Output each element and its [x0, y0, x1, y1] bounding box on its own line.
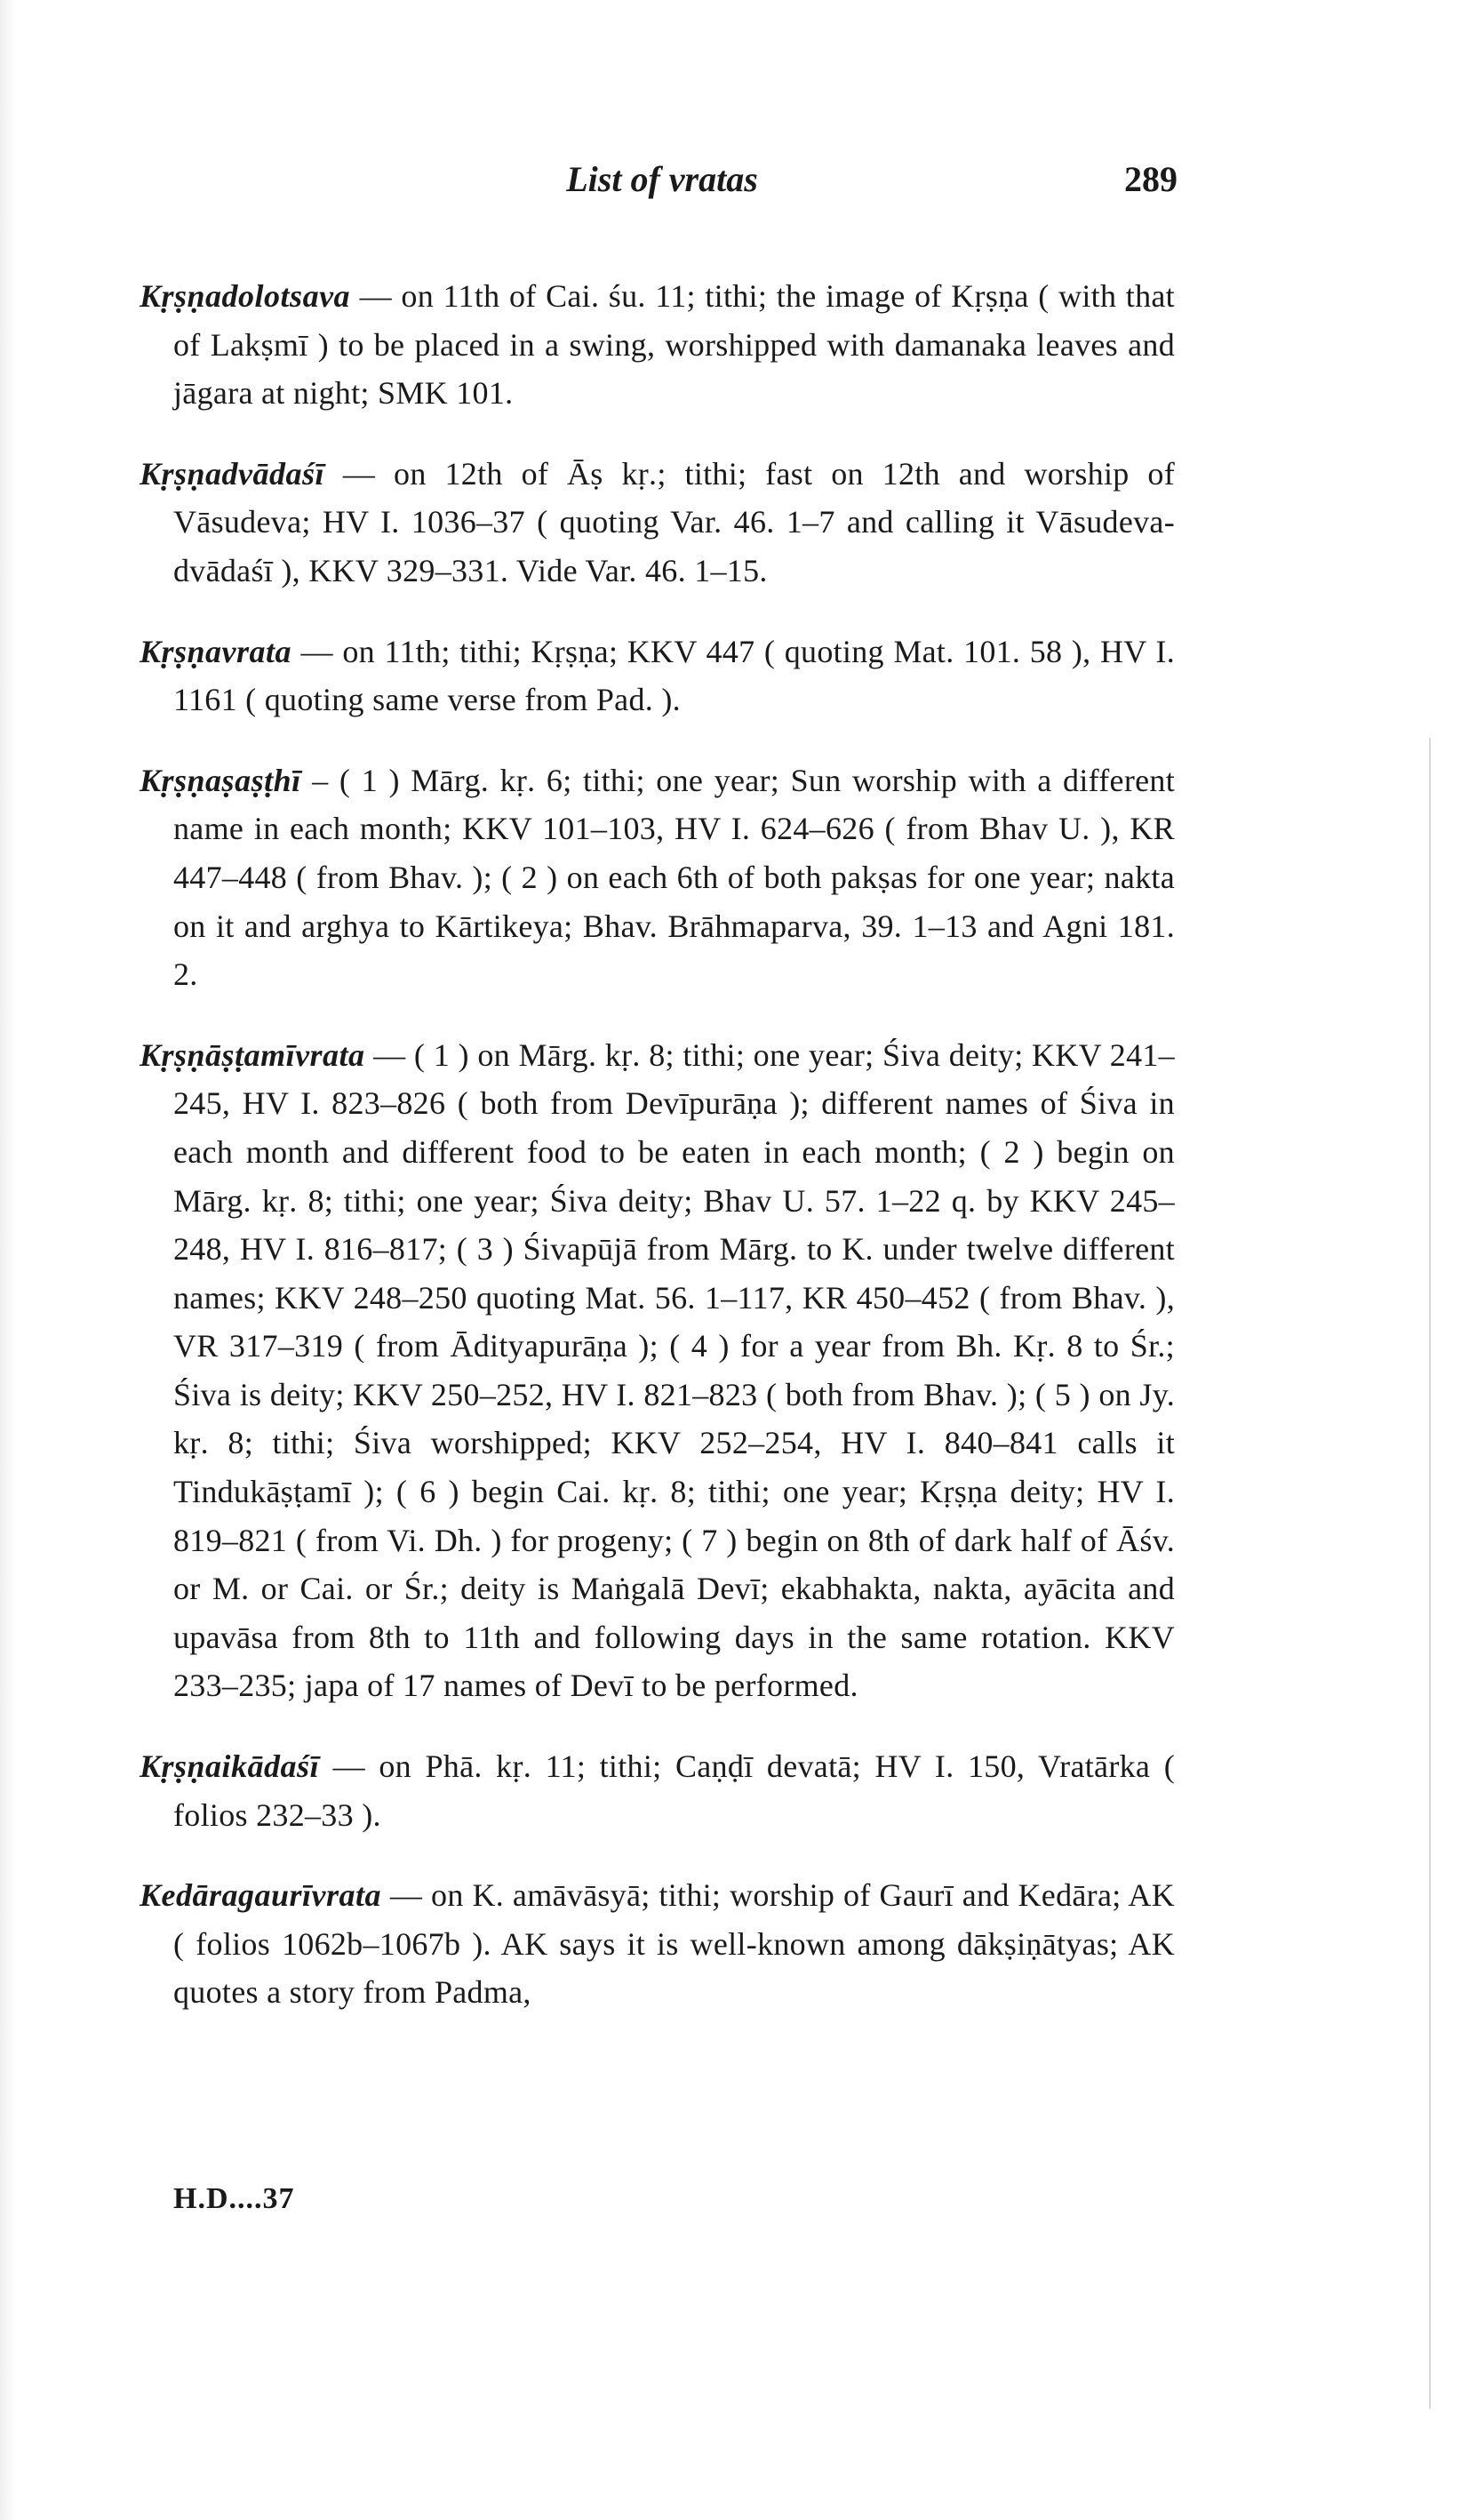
entry-text: — on 11th; tithi; Kṛṣṇa; KKV 447 ( quoting Mat. 101. 58 ), HV I. 1161 ( quoting same verse from Pad. ). — [173, 633, 1175, 718]
vrata-entry — [140, 272, 1175, 418]
margin-line — [1429, 738, 1431, 2409]
vrata-entry — [140, 1871, 1175, 2017]
vrata-entry-list — [140, 240, 1175, 2032]
page-edge-shadow — [0, 0, 16, 2520]
entry-headword: Kṛṣṇāṣṭamīvrata — [140, 1036, 365, 1073]
entry-headword: Kṛṣṇadvādaśī — [140, 455, 325, 492]
page-header — [151, 158, 1178, 212]
entry-headword: Kṛṣṇaṣaṣṭhī — [140, 762, 301, 798]
vrata-entry — [140, 1031, 1175, 1710]
running-title: List of vratas — [566, 159, 758, 199]
vrata-entry — [140, 1742, 1175, 1839]
vrata-entry — [140, 450, 1175, 596]
entry-text: — on 12th of Āṣ kṛ.; tithi; fast on 12th and worship of Vāsudeva; HV I. 1036–37 ( quoting Var. 46. 1–7 and calling it Vāsudeva-dvādaśī ), KKV 329–331. Vide Var. 46. 1–15. — [173, 455, 1175, 588]
entry-headword: Kṛṣṇaikādaśī — [140, 1748, 320, 1785]
entry-text: — on K. amāvāsyā; tithi; worship of Gaurī and Kedāra; AK ( folios 1062b–1067b ). AK says it is well-known among dākṣiṇātyas; AK quotes a story from Padma, — [173, 1877, 1175, 2011]
vrata-entry — [140, 628, 1175, 724]
page-number: 289 — [1124, 159, 1178, 199]
entry-text: — on Phā. kṛ. 11; tithi; Caṇḍī devatā; HV I. 150, Vratārka ( folios 232–33 ). — [173, 1748, 1175, 1833]
entry-headword: Kṛṣṇadolotsava — [140, 278, 351, 314]
entry-text: — ( 1 ) on Mārg. kṛ. 8; tithi; one year; Śiva deity; KKV 241–245, HV I. 823–826 ( both from Devīpurāṇa ); different names of Śiva in each month and different food to be eaten in each month; ( 2 ) begin on Mārg. kṛ. 8; tithi; one year; Śiva deity; Bhav U. 57. 1–22 q. by KKV 245–248, HV I. 816–817; ( 3 ) Śivapūjā from Mārg. to K. under twelve different names; KKV 248–250 quoting Mat. 56. 1–117, KR 450–452 ( from Bhav. ), VR 317–319 ( from Ādityapurāṇa ); ( 4 ) for a year from Bh. Kṛ. 8 to Śr.; Śiva is deity; KKV 250–252, HV I. 821–823 ( both from Bhav. ); ( 5 ) on Jy. kṛ. 8; tithi; Śiva worshipped; KKV 252–254, HV I. 840–841 calls it Tindukāṣṭamī ); ( 6 ) begin Cai. kṛ. 8; tithi; one year; Kṛṣṇa deity; HV I. 819–821 ( from Vi. Dh. ) for progeny; ( 7 ) begin on 8th of dark half of Āśv. or M. or Cai. or Śr.; deity is Maṅgalā Devī; ekabhakta, nakta, ayācita and upavāsa from 8th to 11th and following days in the same rotation. KKV 233–235; japa of 17 names of Devī to be performed. — [173, 1036, 1175, 1704]
entry-headword: Kedāragaurīvrata — [140, 1877, 382, 1914]
entry-text: – ( 1 ) Mārg. kṛ. 6; tithi; one year; Sun worship with a different name in each month; KKV 101–103, HV I. 624–626 ( from Bhav U. ), KR 447–448 ( from Bhav. ); ( 2 ) on each 6th of both pakṣas for one year; nakta on it and arghya to Kārtikeya; Bhav. Brāhmaparva, 39. 1–13 and Agni 181. 2. — [173, 762, 1175, 993]
entry-text: — on 11th of Cai. śu. 11; tithi; the image of Kṛṣṇa ( with that of Lakṣmī ) to be placed in a swing, worshipped with damanaka leaves and jāgara at night; SMK 101. — [173, 278, 1175, 412]
vrata-entry — [140, 756, 1175, 999]
entry-headword: Kṛṣṇavrata — [140, 633, 292, 669]
signature-mark: H.D....37 — [173, 2182, 295, 2215]
